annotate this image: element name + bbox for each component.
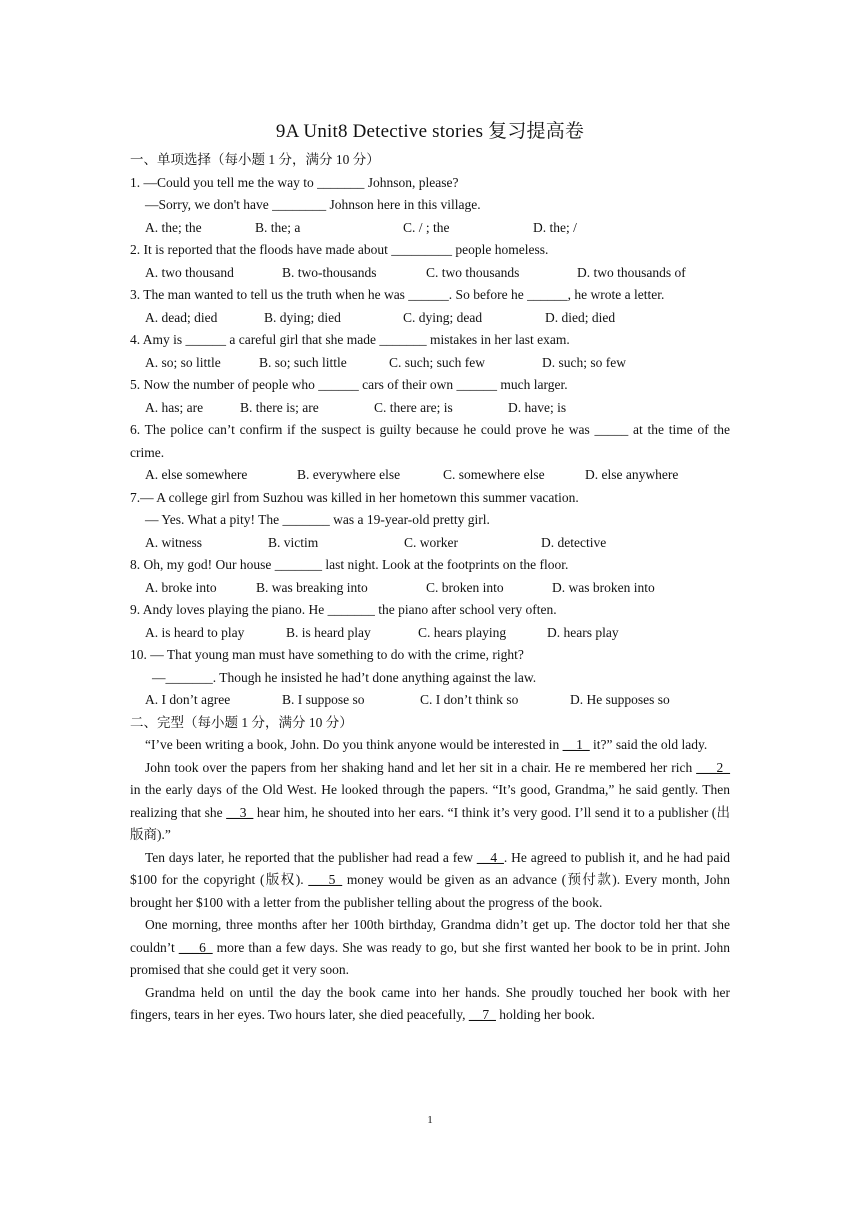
option-b: B. was breaking into bbox=[256, 579, 368, 595]
question-stem: 4. Amy is ______ a careful girl that she made _______ mistakes in her last exam. bbox=[130, 332, 570, 347]
question bbox=[130, 172, 730, 240]
option-b: B. there is; are bbox=[240, 399, 319, 415]
paragraph-text: it?” said the old lady. bbox=[589, 737, 708, 752]
option-a: A. broke into bbox=[145, 579, 217, 595]
option-b: B. I suppose so bbox=[282, 692, 365, 707]
question bbox=[130, 644, 730, 712]
cloze-blank-4: __4_ bbox=[476, 849, 504, 865]
option-a: A. else somewhere bbox=[145, 467, 248, 482]
question bbox=[130, 374, 730, 419]
question-stem: 5. Now the number of people who ______ cars of their own ______ much larger. bbox=[130, 377, 568, 392]
option-d: D. died; died bbox=[545, 309, 616, 325]
option-d: D. else anywhere bbox=[585, 467, 679, 482]
option-a: A. has; are bbox=[145, 399, 204, 415]
option-a: A. is heard to play bbox=[145, 624, 245, 640]
cloze-blank-6: ___6_ bbox=[178, 939, 213, 955]
cloze-blank-5: ___5_ bbox=[308, 872, 343, 887]
paragraph-text: holding her book. bbox=[495, 1007, 595, 1022]
option-c: C. I don’t think so bbox=[420, 692, 519, 707]
document-body bbox=[130, 149, 730, 1027]
page-title: 9A Unit8 Detective stories 复习提高卷 bbox=[275, 121, 585, 142]
option-row bbox=[130, 397, 730, 420]
question-stem: 7.— A college girl from Suzhou was killed in her hometown this summer vacation. bbox=[130, 489, 579, 505]
paragraph-text: hear him, he shouted into her ears. “I think it’s very good. I’ll send it to a publisher (出版商).” bbox=[130, 804, 730, 842]
option-c: C. two thousands bbox=[426, 264, 520, 280]
option-d: D. was broken into bbox=[552, 579, 655, 595]
option-d: D. hears play bbox=[547, 624, 619, 640]
option-row bbox=[130, 307, 730, 330]
option-a: A. I don’t agree bbox=[145, 692, 231, 707]
paragraph-text: in the early days of the Old West. He looked through the papers. “It’s good, Grandma,” he said gently. Then realizing that she bbox=[130, 782, 730, 820]
question bbox=[130, 419, 730, 487]
question bbox=[130, 554, 730, 599]
paragraph-text: John took over the papers from her shaking hand and let her sit in a chair. He re membered her rich bbox=[145, 759, 697, 775]
option-d: D. He supposes so bbox=[570, 692, 670, 707]
section-heading: 一、单项选择（每小题 1 分，满分 10 分） bbox=[130, 152, 380, 167]
option-c: C. worker bbox=[404, 534, 458, 550]
paragraph-text: “I’ve been writing a book, John. Do you think anyone would be interested in bbox=[145, 737, 563, 752]
question-stem: 8. Oh, my god! Our house _______ last night. Look at the footprints on the floor. bbox=[130, 557, 569, 572]
option-d: D. have; is bbox=[508, 399, 567, 415]
paragraph-text: Grandma held on until the day the book came into her hands. She proudly touched her book with her fingers, tears in her eyes. Two hours later, she died peacefully, bbox=[130, 984, 730, 1022]
option-b: B. is heard play bbox=[286, 624, 371, 640]
question-stem: 9. Andy loves playing the piano. He _______ the piano after school very often. bbox=[130, 602, 557, 617]
question bbox=[130, 284, 730, 329]
option-a: A. two thousand bbox=[145, 264, 234, 280]
option-d: D. the; / bbox=[533, 219, 577, 235]
cloze-paragraph bbox=[130, 757, 730, 847]
option-c: C. such; such few bbox=[389, 354, 485, 370]
section-heading: 二、完型（每小题 1 分，满分 10 分） bbox=[130, 714, 353, 730]
question bbox=[130, 329, 730, 374]
option-b: B. the; a bbox=[255, 219, 301, 235]
paragraph-text: One morning, three months after her 100th birthday, Grandma didn’t get up. The doctor told her that she couldn’t bbox=[130, 917, 730, 955]
option-row bbox=[130, 352, 730, 375]
option-row bbox=[130, 577, 730, 600]
question-stem: 2. It is reported that the floods have made about _________ people homeless. bbox=[130, 242, 549, 257]
option-b: B. victim bbox=[268, 534, 319, 550]
option-row bbox=[130, 689, 730, 712]
paragraph-text: more than a few days. She was ready to go, but she first wanted her book to be in print. John promised that she could get it very soon. bbox=[130, 939, 731, 977]
cloze-blank-2: ___2_ bbox=[696, 759, 730, 775]
option-a: A. the; the bbox=[145, 219, 202, 235]
option-c: C. dying; dead bbox=[403, 309, 483, 325]
question-stem: 10. — That young man must have something to do with the crime, right? bbox=[130, 647, 524, 662]
question-stem: —_______. Though he insisted he had’t done anything against the law. bbox=[152, 669, 537, 685]
paragraph-text: . He agreed to publish it, and he had paid $100 for the copyright (版权). bbox=[130, 849, 730, 887]
option-b: B. so; such little bbox=[259, 354, 347, 370]
option-b: B. two-thousands bbox=[282, 264, 377, 280]
cloze-paragraph bbox=[130, 914, 730, 982]
option-c: C. there are; is bbox=[374, 399, 453, 415]
option-d: D. such; so few bbox=[542, 354, 626, 370]
question bbox=[130, 599, 730, 644]
cloze-blank-3: __3_ bbox=[226, 804, 254, 820]
option-row bbox=[130, 622, 730, 645]
cloze-paragraph bbox=[130, 982, 730, 1027]
page-number: 1 bbox=[427, 1114, 433, 1126]
option-d: D. detective bbox=[541, 534, 607, 550]
option-a: A. dead; died bbox=[145, 309, 218, 325]
option-c: C. somewhere else bbox=[443, 467, 545, 482]
cloze-blank-7: __7_ bbox=[468, 1007, 496, 1022]
option-row bbox=[130, 262, 730, 285]
option-d: D. two thousands of bbox=[577, 264, 686, 280]
question bbox=[130, 239, 730, 284]
question-stem: 3. The man wanted to tell us the truth when he was ______. So before he ______, he wrote a letter. bbox=[130, 287, 665, 302]
question-stem: 6. The police can’t confirm if the suspect is guilty because he could prove he was _____ at the time of the crime. bbox=[130, 422, 730, 460]
option-c: C. hears playing bbox=[418, 624, 507, 640]
option-row bbox=[130, 464, 730, 487]
option-b: B. everywhere else bbox=[297, 467, 401, 482]
option-a: A. witness bbox=[145, 534, 202, 550]
option-c: C. / ; the bbox=[403, 219, 450, 235]
question-stem: 1. —Could you tell me the way to _______ Johnson, please? bbox=[130, 174, 459, 190]
question bbox=[130, 487, 730, 555]
option-row bbox=[130, 217, 730, 240]
paragraph-text: Ten days later, he reported that the publisher had read a few bbox=[145, 849, 477, 865]
cloze-paragraph bbox=[130, 847, 730, 915]
paragraph-text: money would be given as an advance (预付款). Every month, John brought her $100 with a letter from the publisher telling about the progress of the book. bbox=[130, 872, 730, 910]
option-c: C. broken into bbox=[426, 579, 504, 595]
option-row bbox=[130, 532, 730, 555]
cloze-blank-1: __1_ bbox=[562, 737, 590, 752]
option-a: A. so; so little bbox=[145, 354, 221, 370]
cloze-paragraph bbox=[130, 734, 730, 757]
option-b: B. dying; died bbox=[264, 309, 341, 325]
question-stem: —Sorry, we don't have ________ Johnson here in this village. bbox=[145, 197, 481, 212]
question-stem: — Yes. What a pity! The _______ was a 19-year-old pretty girl. bbox=[145, 512, 490, 527]
